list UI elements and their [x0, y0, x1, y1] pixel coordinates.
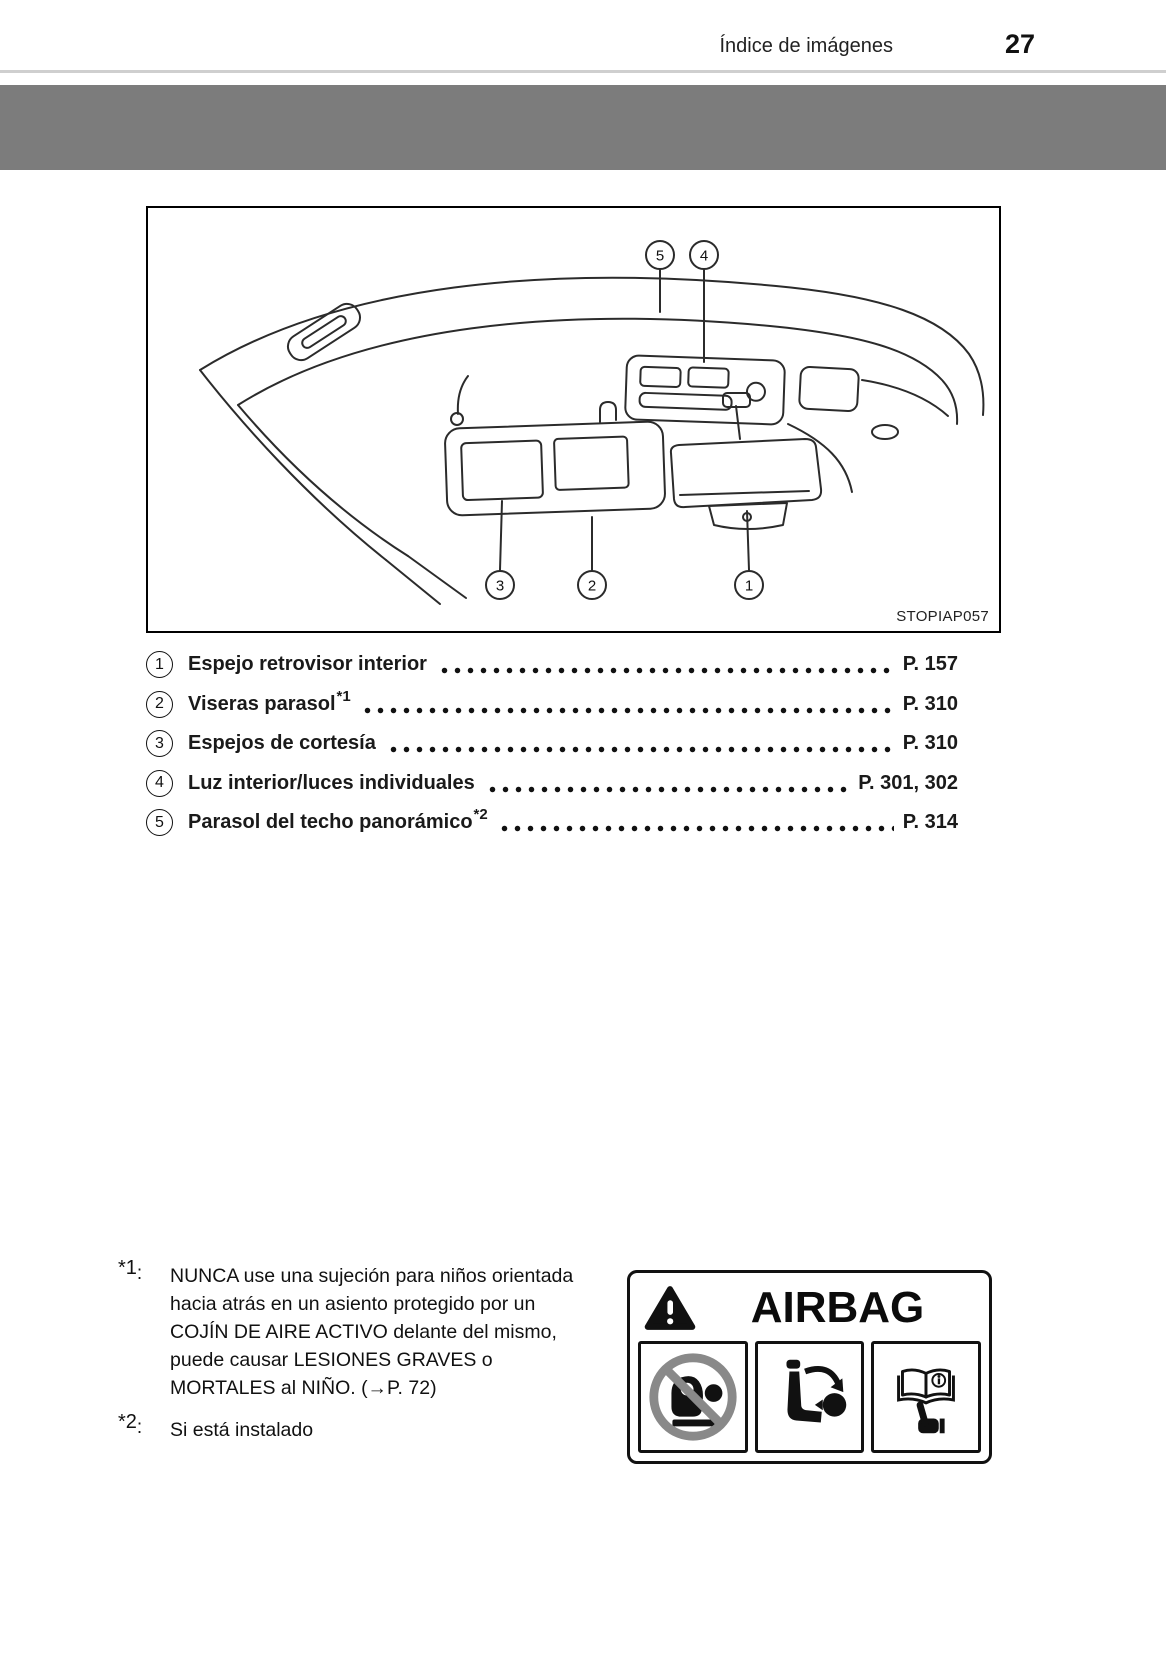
item-number-badge: 3	[146, 730, 173, 757]
figure-callouts	[486, 241, 763, 599]
airbag-title: AIRBAG	[750, 1283, 925, 1332]
airbag-pictogram-panels	[638, 1341, 981, 1453]
item-label: Espejo retrovisor interior	[188, 653, 427, 675]
item-number-badge: 2	[146, 691, 173, 718]
warning-triangle-icon	[642, 1284, 698, 1332]
item-label: Espejos de cortesía	[188, 732, 376, 754]
index-item	[146, 651, 958, 678]
item-page-ref: P. 310	[902, 692, 958, 715]
item-number-badge: 1	[146, 651, 173, 678]
footnotes-section	[118, 1257, 992, 1464]
footnote-colon: :	[136, 1263, 143, 1284]
footnote-text: NUNCA use una sujeción para niños orientada hacia atrás en un asiento protegido por un COJÍN DE AIRE ACTIVO delante del mismo, puede causar LESIONES GRAVES o MORTALES al NIÑO. (→P. 72)	[170, 1265, 574, 1399]
item-label: Parasol del techo panorámico	[188, 811, 473, 833]
airbag-panel-3	[871, 1341, 981, 1453]
airbag-panel-2	[755, 1341, 865, 1453]
index-item	[146, 770, 958, 797]
item-page-ref: P. 314	[902, 811, 958, 833]
item-page-ref: P. 301, 302	[858, 771, 958, 794]
item-page-ref: P. 157	[902, 653, 958, 675]
leader-dots	[438, 667, 894, 674]
item-footnote-marker: *2	[473, 806, 488, 823]
callout-5: 5	[655, 247, 665, 265]
index-item	[146, 687, 958, 718]
item-label: Viseras parasol	[188, 692, 336, 715]
callout-1: 1	[744, 577, 754, 595]
callout-leader-lines	[500, 270, 749, 570]
footnote-marker-cell	[118, 1257, 170, 1402]
figure-code: STOPIAP057	[896, 608, 989, 625]
callout-4: 4	[699, 247, 709, 265]
leader-dots	[387, 746, 894, 753]
interior-overhead-illustration	[148, 208, 999, 631]
item-label: Luz interior/luces individuales	[188, 771, 475, 794]
footnote-marker: *2	[118, 1411, 137, 1433]
footnote	[118, 1411, 582, 1444]
callout-3: 3	[495, 577, 505, 595]
item-footnote-marker: *1	[336, 687, 351, 705]
header-rule	[0, 70, 1166, 73]
leader-dots	[486, 786, 850, 793]
airbag-deployment-icon	[761, 1348, 859, 1446]
footnote-marker-cell	[118, 1411, 170, 1444]
footnote-marker: *1	[118, 1257, 137, 1279]
airbag-panel-1	[638, 1341, 748, 1453]
airbag-warning-label	[627, 1270, 992, 1464]
footnote-colon: :	[136, 1417, 143, 1438]
footnote-text: Si está instalado	[170, 1419, 314, 1441]
index-item	[146, 730, 958, 757]
page-header	[0, 0, 1166, 70]
item-number-badge: 5	[146, 809, 173, 836]
footnote	[118, 1257, 582, 1402]
leader-dots	[361, 707, 894, 714]
airbag-label-header	[638, 1281, 981, 1341]
no-rear-facing-child-seat-icon	[644, 1348, 742, 1446]
read-owners-manual-icon	[877, 1348, 975, 1446]
index-item	[146, 806, 958, 836]
item-number-badge: 4	[146, 770, 173, 797]
header-section-title: Índice de imágenes	[719, 35, 893, 57]
image-index-list	[146, 651, 958, 849]
chapter-banner	[0, 85, 1166, 170]
page-number: 27	[1004, 29, 1035, 59]
footnotes-column	[118, 1257, 582, 1444]
callout-2: 2	[587, 577, 597, 595]
leader-dots	[498, 825, 894, 832]
item-page-ref: P. 310	[902, 732, 958, 754]
interior-diagram-figure	[146, 206, 1001, 633]
